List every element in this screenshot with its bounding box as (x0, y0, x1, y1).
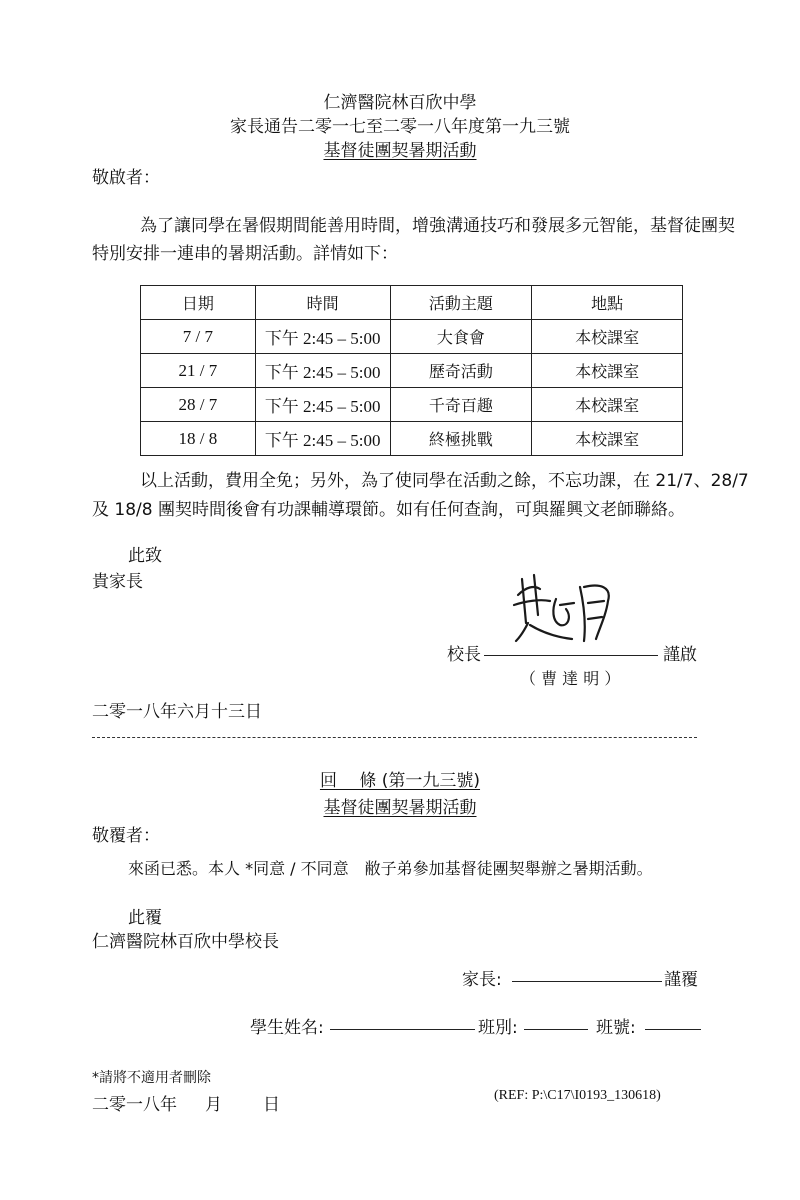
class-no-field[interactable] (645, 1029, 701, 1030)
principal-label: 校長 (447, 645, 481, 665)
school-name: 仁濟醫院林百欣中學 (323, 93, 477, 113)
principal-name: （ 曹 達 明 ） (520, 669, 621, 688)
closing-recipient: 貴家長 (92, 572, 143, 592)
header-venue: 地點 (532, 286, 683, 320)
header-date: 日期 (141, 286, 256, 320)
cell-time: 下午 2:45 – 5:00 (255, 388, 390, 422)
cell-time: 下午 2:45 – 5:00 (255, 320, 390, 354)
reply-subject: 基督徒團契暑期活動 (323, 798, 477, 818)
remarks-line-2: 及 18/8 團契時間後會有功課輔導環節。如有任何查詢，可與羅興文老師聯絡。 (92, 500, 685, 520)
cell-theme: 千奇百趣 (390, 388, 532, 422)
principal-suffix: 謹啟 (663, 645, 697, 665)
reference-code: (REF: P:\C17\I0193_130618) (494, 1088, 661, 1103)
reply-subject-wrap (0, 793, 800, 818)
cell-time: 下午 2:45 – 5:00 (255, 354, 390, 388)
class-no-label: 班號: (596, 1018, 636, 1038)
reply-date-day: 日 (263, 1095, 280, 1115)
table-row (141, 388, 683, 422)
class-label: 班別: (478, 1018, 518, 1038)
table-row (141, 422, 683, 456)
table-row (141, 320, 683, 354)
intro-line-2: 特別安排一連串的暑期活動。詳情如下： (92, 244, 398, 264)
cell-venue: 本校課室 (532, 354, 683, 388)
student-name-field[interactable] (330, 1029, 475, 1030)
cut-line (92, 737, 697, 738)
table-row (141, 354, 683, 388)
cell-date: 28 / 7 (141, 388, 256, 422)
header-time: 時間 (255, 286, 390, 320)
student-name-label: 學生姓名: (250, 1018, 324, 1038)
cell-time: 下午 2:45 – 5:00 (255, 422, 390, 456)
table-header-row (141, 286, 683, 320)
parent-suffix: 謹覆 (664, 970, 698, 990)
header-theme: 活動主題 (390, 286, 532, 320)
reply-date-year: 二零一八年 (92, 1095, 177, 1115)
reply-title-wrap (0, 766, 800, 791)
class-field[interactable] (524, 1029, 588, 1030)
closing-ci-zhi: 此致 (128, 546, 162, 566)
reply-salutation: 敬覆者： (92, 826, 160, 846)
notice-number: 家長通告二零一七至二零一八年度第一九三號 (230, 117, 570, 137)
cell-theme: 終極挑戰 (390, 422, 532, 456)
intro-line-1: 為了讓同學在暑假期間能善用時間，增強溝通技巧和發展多元智能，基督徒團契 (140, 216, 735, 236)
salutation: 敬啟者： (92, 168, 160, 188)
principal-signature-line (484, 655, 658, 656)
cell-date: 21 / 7 (141, 354, 256, 388)
reply-date-month: 月 (205, 1095, 222, 1115)
cell-venue: 本校課室 (532, 422, 683, 456)
notice-subject: 基督徒團契暑期活動 (323, 141, 477, 161)
parent-signature-field[interactable] (512, 981, 662, 982)
schedule-table (140, 285, 683, 456)
cell-date: 18 / 8 (141, 422, 256, 456)
reply-recipient: 仁濟醫院林百欣中學校長 (92, 932, 279, 952)
cell-theme: 歷奇活動 (390, 354, 532, 388)
reply-body: 來函已悉。本人 *同意 / 不同意 敝子弟參加基督徒團契舉辦之暑期活動。 (128, 859, 653, 878)
reply-ci-fu: 此覆 (128, 908, 162, 928)
reply-title: 回 條 (第一九三號) (319, 771, 481, 791)
cell-venue: 本校課室 (532, 320, 683, 354)
parent-label: 家長: (462, 970, 502, 990)
notice-subject-wrap (0, 136, 800, 161)
cell-theme: 大食會 (390, 320, 532, 354)
cell-venue: 本校課室 (532, 388, 683, 422)
deletion-note: *請將不適用者刪除 (92, 1070, 211, 1086)
notice-date: 二零一八年六月十三日 (92, 702, 262, 722)
principal-signature-icon (500, 565, 630, 655)
remarks-line-1: 以上活動，費用全免；另外，為了使同學在活動之餘，不忘功課，在 21/7、28/7 (140, 471, 749, 491)
cell-date: 7 / 7 (141, 320, 256, 354)
